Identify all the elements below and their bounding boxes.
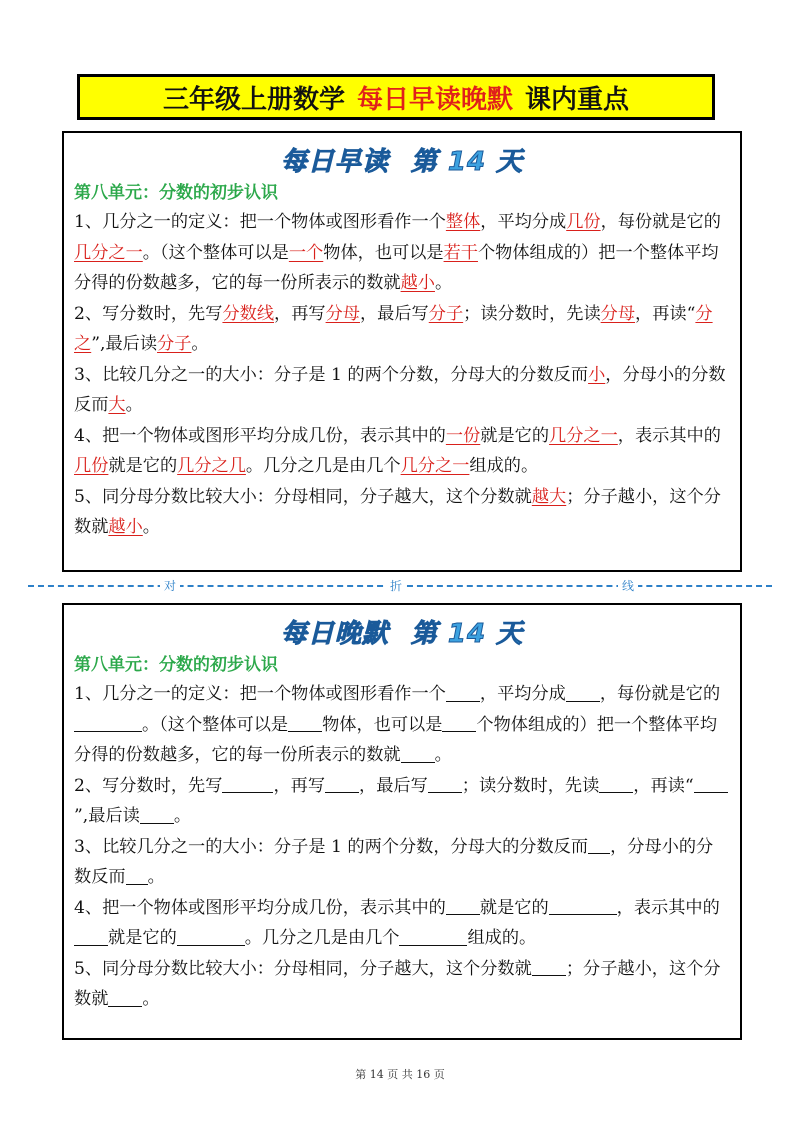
morning-title-label: 每日早读 (280, 147, 389, 177)
answer-blank[interactable] (532, 957, 566, 976)
morning-content (74, 207, 728, 543)
evening-unit-heading: 第八单元：分数的初步认识 (74, 655, 278, 675)
morning-point-5: 5、同分母分数比较大小：分母相同，分子越大，这个分数就越大；分子越小，这个分数就越小。 (74, 486, 721, 537)
banner-focus: 课内重点 (525, 84, 630, 115)
answer-blank[interactable] (401, 744, 435, 763)
answer-blank[interactable] (588, 835, 610, 854)
answer-blank[interactable] (566, 683, 600, 702)
morning-point-4: 4、把一个物体或图形平均分成几份，表示其中的一份就是它的几分之一，表示其中的几份就是它的几分之几。几分之几是由几个几分之一组成的。 (74, 425, 721, 476)
evening-recitation-panel (62, 603, 742, 1040)
morning-unit-heading: 第八单元：分数的初步认识 (74, 183, 278, 203)
morning-point-2: 2、写分数时，先写分数线，再写分母，最后写分子；读分数时，先读分母，再读“分之”,最后读分子。 (74, 303, 713, 354)
evening-point-5: 5、同分母分数比较大小：分母相同，分子越大，这个分数就 ；分子越小，这个分数就 。 (74, 958, 721, 1009)
banner-subtitle: 每日早读晚默 (356, 84, 513, 115)
evening-title-label: 每日晚默 (280, 619, 389, 649)
evening-point-1: 1、几分之一的定义：把一个物体或图形看作一个 ，平均分成 ，每份就是它的。（这个整体可以是 物体，也可以是 个物体组成的）把一个整体平均分得的份数越多，它的每一份所表示的数就 。 (74, 684, 721, 765)
answer-blank[interactable] (74, 927, 108, 946)
answer-blank[interactable] (599, 774, 633, 793)
answer-blank[interactable] (222, 774, 273, 793)
banner-grade: 三年级上册数学 (162, 84, 345, 115)
morning-day-label: 第 14 天 (410, 147, 524, 177)
answer-blank[interactable] (694, 774, 728, 793)
evening-point-3: 3、比较几分之一的大小：分子是 1 的两个分数，分母大的分数反而 ，分母小的分数反而 。 (74, 836, 714, 887)
fold-label-3: 线 (618, 578, 638, 594)
answer-blank[interactable] (288, 713, 322, 732)
fold-line (0, 578, 800, 594)
evening-day-label: 第 14 天 (410, 619, 524, 649)
morning-point-1: 1、几分之一的定义：把一个物体或图形看作一个整体，平均分成几份，每份就是它的几分之一。（这个整体可以是一个物体，也可以是若干个物体组成的）把一个整体平均分得的份数越多，它的每一份所表示的数就越小。 (74, 212, 721, 293)
answer-blank[interactable] (446, 683, 480, 702)
evening-content (74, 679, 728, 1015)
answer-blank[interactable] (399, 927, 467, 946)
fold-label-1: 对 (160, 578, 180, 594)
morning-point-3: 3、比较几分之一的大小：分子是 1 的两个分数，分母大的分数反而小，分母小的分数反而大。 (74, 364, 726, 415)
answer-blank[interactable] (325, 774, 359, 793)
fold-label-2: 折 (386, 578, 406, 594)
answer-blank[interactable] (177, 927, 245, 946)
morning-title (64, 145, 740, 179)
page-banner (77, 74, 715, 120)
evening-point-2: 2、写分数时，先写 ，再写 ，最后写 ；读分数时，先读 ，再读“”,最后读 。 (74, 771, 728, 832)
answer-blank[interactable] (140, 805, 174, 824)
answer-blank[interactable] (428, 774, 462, 793)
answer-blank[interactable] (126, 866, 148, 885)
answer-blank[interactable] (549, 896, 617, 915)
answer-blank[interactable] (442, 713, 476, 732)
answer-blank[interactable] (108, 988, 142, 1007)
evening-title (64, 617, 740, 651)
page-number: 第 14 页 共 16 页 (355, 1068, 445, 1081)
answer-blank[interactable] (446, 896, 480, 915)
evening-point-4: 4、把一个物体或图形平均分成几份，表示其中的 就是它的 ，表示其中的就是它的 。几分之几是由几个 组成的。 (74, 897, 720, 948)
morning-reading-panel (62, 131, 742, 572)
answer-blank[interactable] (74, 713, 142, 732)
